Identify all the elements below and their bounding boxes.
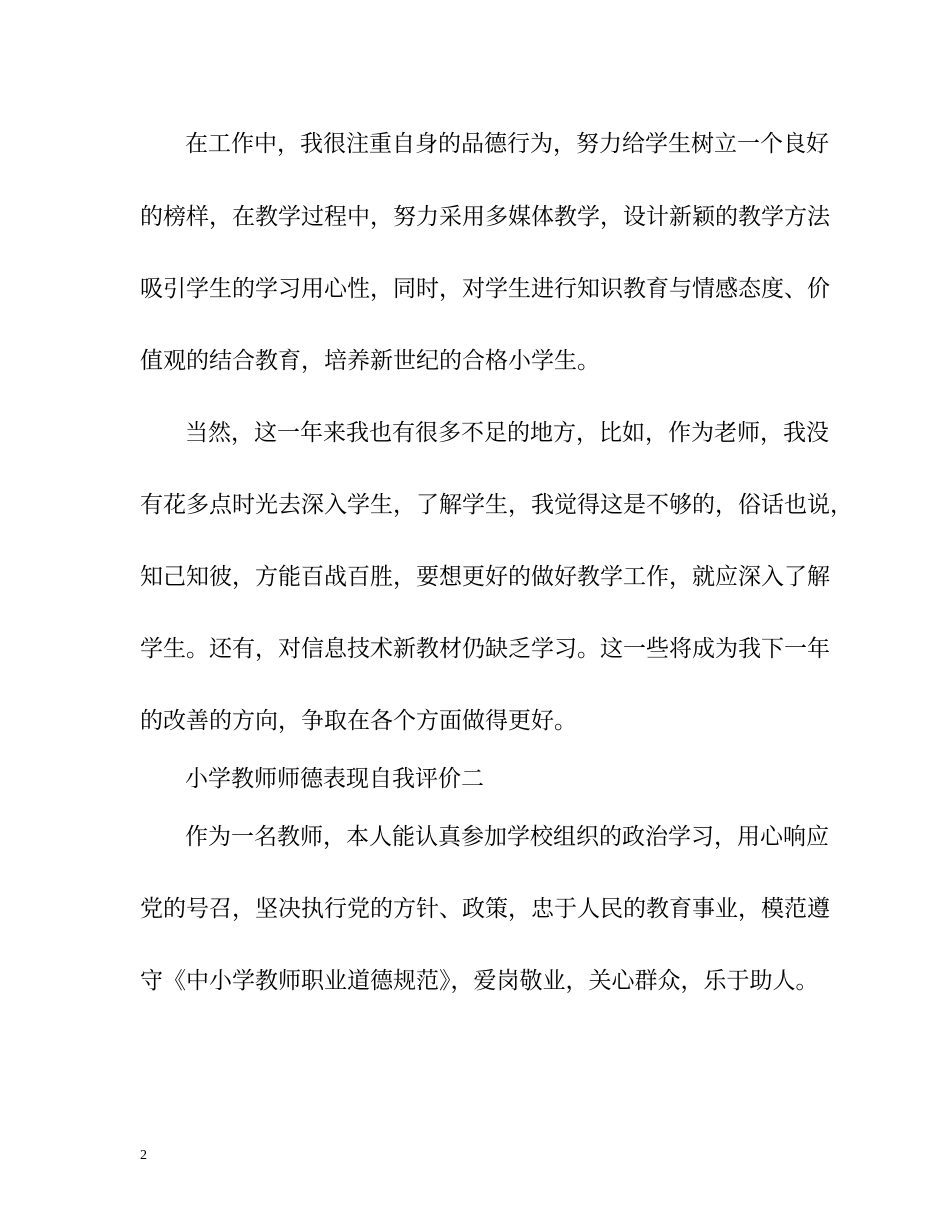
paragraph-line: 的改善的方向，争取在各个方面做得更好。 [140,708,577,734]
paragraph-line: 知己知彼，方能百战百胜，要想更好的做好教学工作，就应深入了解 [140,564,830,590]
paragraph-line: 当然，这一年来我也有很多不足的地方，比如，作为老师，我没 [185,420,829,446]
paragraph-line: 守《中小学教师职业道德规范》，爱岗敬业，关心群众，乐于助人。 [140,968,819,994]
paragraph-line: 作为一名教师，本人能认真参加学校组织的政治学习，用心响应 [185,824,829,850]
page-number: 2 [140,1148,147,1163]
section-heading: 小学教师师德表现自我评价二 [185,766,484,792]
paragraph-line: 有花多点时光去深入学生，了解学生，我觉得这是不够的，俗话也说， [140,492,853,518]
paragraph-line: 在工作中，我很注重自身的品德行为，努力给学生树立一个良好 [185,131,829,157]
paragraph-line: 吸引学生的学习用心性，同时，对学生进行知识教育与情感态度、价 [140,276,830,302]
paragraph-line: 党的号召，坚决执行党的方针、政策，忠于人民的教育事业，模范遵 [140,896,830,922]
paragraph-line: 的榜样，在教学过程中，努力采用多媒体教学，设计新颖的教学方法 [140,204,830,230]
paragraph-line: 学生。还有，对信息技术新教材仍缺乏学习。这一些将成为我下一年 [140,636,830,662]
paragraph-line: 值观的结合教育，培养新世纪的合格小学生。 [140,348,600,374]
